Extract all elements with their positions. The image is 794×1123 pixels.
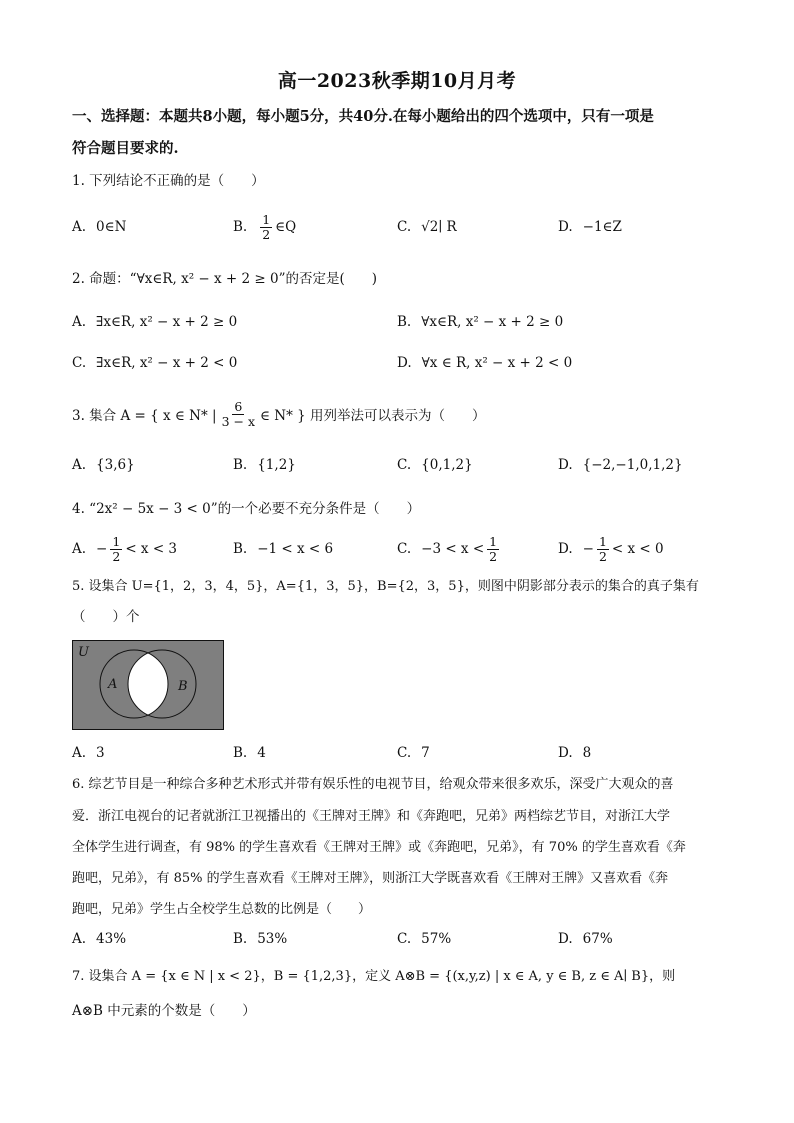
- label-b: B: [178, 679, 188, 694]
- question-4-stem: 4. “2x² − 5x − 3 < 0”的一个必要不充分条件是（ ）: [72, 501, 421, 517]
- label-u: U: [78, 645, 89, 660]
- question-5-stem-line2: （ ）个: [72, 609, 140, 625]
- q2-option-a[interactable]: A. ∃x∈R, x² − x + 2 ≥ 0: [72, 314, 238, 330]
- q3-option-d[interactable]: D. {−2,−1,0,1,2}: [558, 457, 683, 473]
- q2-option-c[interactable]: C. ∃x∈R, x² − x + 2 < 0: [72, 355, 238, 371]
- fraction: $\frac{1}{2}$: [598, 533, 607, 564]
- question-6-line4: 跑吧，兄弟》，有 85% 的学生喜欢看《王牌对王牌》，则浙江大学既喜欢看《王牌对王牌》又喜欢看《奔: [72, 871, 669, 886]
- fraction: $\frac{1}{2}$: [262, 211, 271, 242]
- section-heading-line1: 一、选择题：本题共8小题，每小题5分，共40分.在每小题给出的四个选项中，只有一项是: [72, 108, 654, 125]
- q6-option-d[interactable]: D. 67%: [558, 931, 613, 947]
- q1-option-d[interactable]: D. −1∈Z: [558, 219, 622, 235]
- q4-option-d[interactable]: D. − $\frac{1}{2}$ < x < 0: [558, 533, 664, 564]
- question-6-options: [72, 922, 732, 956]
- q3-option-b[interactable]: B. {1,2}: [233, 457, 296, 473]
- q6-option-c[interactable]: C. 57%: [397, 931, 452, 947]
- question-1-stem: 1. 下列结论不正确的是（ ）: [72, 173, 265, 189]
- section-heading-line2: 符合题目要求的.: [72, 140, 179, 157]
- q5-option-b[interactable]: B. 4: [233, 745, 266, 761]
- q5-option-c[interactable]: C. 7: [397, 745, 430, 761]
- fraction: $\frac{1}{2}$: [489, 533, 498, 564]
- venn-diagram: [72, 640, 224, 730]
- q3-option-a[interactable]: A. {3,6}: [72, 457, 135, 473]
- fraction: $\frac{6}{3 - x}$: [221, 398, 256, 429]
- q3-option-c[interactable]: C. {0,1,2}: [397, 457, 473, 473]
- label-a: A: [108, 677, 118, 692]
- q5-option-a[interactable]: A. 3: [72, 745, 105, 761]
- question-6-line3: 全体学生进行调查，有 98% 的学生喜欢看《王牌对王牌》或《奔跑吧，兄弟》，有 70% 的学生喜欢看《奔: [72, 840, 686, 855]
- question-3-stem: 3. 集合 A = { x ∈ N* | $\frac{6}{3 - x}$ ∈ N* } 用列举法可以表示为（ ）: [72, 398, 486, 429]
- q1-option-b[interactable]: B. $\frac{1}{2}$ ∈Q: [233, 211, 297, 242]
- q2-option-b[interactable]: B. ∀x∈R, x² − x + 2 ≥ 0: [397, 314, 564, 330]
- q6-option-a[interactable]: A. 43%: [72, 931, 127, 947]
- q2-option-d[interactable]: D. ∀x ∈ R, x² − x + 2 < 0: [397, 355, 573, 371]
- question-2-options-row2: [72, 346, 732, 380]
- question-1-options: [72, 210, 732, 244]
- fraction: $\frac{1}{2}$: [112, 533, 121, 564]
- question-3-options: [72, 448, 732, 482]
- q4-option-a[interactable]: A. − $\frac{1}{2}$ < x < 3: [72, 533, 178, 564]
- question-6-line5: 跑吧，兄弟》学生占全校学生总数的比例是（ ）: [72, 902, 372, 917]
- question-5-options: [72, 736, 732, 770]
- question-2-stem: 2. 命题：“∀x∈R, x² − x + 2 ≥ 0”的否定是( ): [72, 271, 378, 287]
- q6-option-b[interactable]: B. 53%: [233, 931, 288, 947]
- question-6-line2: 爱．浙江电视台的记者就浙江卫视播出的《王牌对王牌》和《奔跑吧，兄弟》两档综艺节目，对浙江大学: [72, 809, 671, 824]
- question-2-options-row1: [72, 305, 732, 339]
- q4-option-b[interactable]: B. −1 < x < 6: [233, 541, 334, 557]
- question-6-line1: 6. 综艺节目是一种综合多种艺术形式并带有娱乐性的电视节目，给观众带来很多欢乐，深受广大观众的喜: [72, 777, 674, 792]
- q5-option-d[interactable]: D. 8: [558, 745, 592, 761]
- question-4-options: [72, 532, 732, 566]
- q1-option-a[interactable]: A. 0∈N: [72, 219, 127, 235]
- question-7-line1: 7. 设集合 A = {x ∈ N | x < 2}，B = {1,2,3}，定义 A⊗B = {(x,y,z) | x ∈ A, y ∈ B, z ∈ A∣ B}，则: [72, 969, 676, 984]
- exam-title: 高一2023秋季期10月月考: [277, 70, 517, 92]
- question-7-line2: A⊗B 中元素的个数是（ ）: [72, 1003, 256, 1019]
- question-5-stem-line1: 5. 设集合 U={1，2，3，4，5}，A={1，3，5}，B={2，3，5}，则图中阴影部分表示的集合的真子集有: [72, 579, 699, 594]
- q1-option-c[interactable]: C. √2∣ R: [397, 219, 457, 235]
- q4-option-c[interactable]: C. −3 < x < $\frac{1}{2}$: [397, 533, 498, 564]
